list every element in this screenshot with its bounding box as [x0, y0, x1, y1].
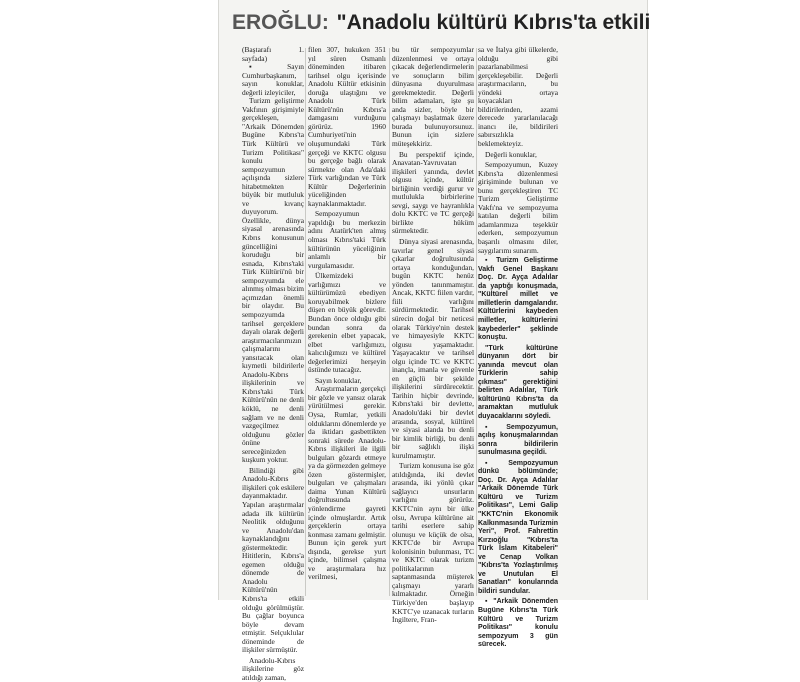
headline-title: "Anadolu kültürü Kıbrıs'ta etkili — [336, 11, 651, 34]
article-column-2 — [308, 46, 386, 598]
article-paragraph: Değerli konuklar, — [485, 149, 537, 159]
article-paragraph: Turizm geliştirme Vakfının girişimiyle gerçekleşen, "Arkaik Dönemden Bugüne Kıbrıs'ta Türk Kültürü ve Turizm Politikası" konulu sempozyumun açılışında sizlere hitabetmekten büyük bir mutluluk ve kıvanç duyuyorum. Özellikle, dünya siyasal arenasında Kıbrıs konusunun güncelliğini koruduğu bir esnada, Kıbrıs'taki Türk Kültürü'nü bir sempozyumda ele alınmış olması bizim açımızdan önemli bir olaydır. Bu sempozyumda tarihsel gerçeklere dayalı olarak değerli araştırmacılarımızın çalışmalarını yansıtacak olan kıymetli bildirilerle Anadolu-Kıbrıs ilişkilerinin ve Kıbrıs'taki Türk Kültürü'nün ne denli köklü, ne denli sağlam ve ne denli vazgeçilmez olduğunu gözler önüne sereceğinizden kuşkum yoktur. — [242, 96, 304, 465]
column-rule — [389, 48, 390, 596]
article-column-1 — [242, 45, 304, 682]
article-paragraph: Bu perspektif içinde, Anavatan-Yavruvatan ilişkileri yanında, devlet olgusu içinde, kültür birliğinin verdiği gurur ve mutlulukla birbirlerine sevgi, saygı ve hayranlıkla dolu KKTC ve TC gerçeği birlikte hüküm sürmektedir. — [392, 149, 474, 236]
article-paragraph: Dünya siyasi arenasında, tavırlar genel siyasi çıkarlar doğrultusunda ortaya konduğundan, bugün KKTC henüz yönden tanınmamıştır. Ancak, KKTC fiilen vardır, fiili varlığını sürdürmektedir. Tarihsel sürecin doğal bir neticesi olarak Türkiye'nin destek ve himayesiyle KKTC olgusu yaşamaktadır. Yaşayacaktır ve tarihsel olgu içinde TC ve KKTC inançla, imanla ve güvenle en güçlü bir şekilde ilişkilerini sürdürecektir. Tarihin hiçbir devrinde, Kıbrıs'taki bir devlette, Anadolu'daki bir devlet arasında, sosyal, kültürel ve siyasi alanda bu denli bir kimlik birliği, bu denli bir sağlıklı ilişki kurulmamıştır. — [392, 237, 474, 460]
article-paragraph: Sayın konuklar, — [315, 375, 362, 385]
article-paragraph: "Türk kültürüne dünyanın dört bir yanında mevcut olan Türklerin sahip çıkması" gerektiğini belirten Adalılar, Türk kültürünü Kıbrıs'ta da aramaktan mutluluk duyacaklarını söyledi. — [478, 344, 558, 420]
article-paragraph: ▪ "Arkaik Dönemden Bugüne Kıbrıs'ta Türk Kültürü ve Turizm Politikası" konulu sempozyum 3 gün sürecek. — [478, 598, 558, 649]
column-rule — [305, 48, 306, 596]
article-paragraph: filen 307, hukuken 351 yıl süren Osmanlı döneminden itibaren tarihsel olgu içerisinde Anadolu Kültür etkisinin doruğa ulaştığını ve Anadolu Türk Kültürü'nün Kıbrıs'a damgasını vurduğunu görürüz. 1960 Cumhuriyeti'nin oluşumundaki Türk gerçeği ve KKTC olgusu bu gerçeğe bağlı olarak sürmekte olan Ada'daki Türk varlığından ve Türk Kültür Değerlerinin yüceliğinden kaynaklanmaktadır. — [308, 45, 386, 208]
article-paragraph: Ülkemizdeki varlığımızı ve kültürümüzü ebediyen koruyabilmek bizlere düşen en büyük görevdir. Bundan önce olduğu gibi bundan sonra da gerekenin elbet yapacak, elbet varlığımızı, kalıcılığımızı ve kültürel değerlerimizi herşeyin üstünde tutacağız. — [308, 271, 386, 375]
article-paragraph: Anadolu-Kıbrıs ilişkilerine göz atıldığı zaman, — [242, 655, 304, 682]
article-paragraph: bu tür sempozyumlar düzenlenmesi ve ortaya çıkacak değerlendirmelerin ve sonuçların bilim dünyasına duyurulması gerekmektedir. Değerli bilim adamaları, işte şu anda sizler, böyle bir çalışmayı başlatmak üzere burada bulunuyorsunuz. Bunun için sizlere müteşekkiriz. — [392, 45, 474, 149]
article-paragraph: Turizm konusuna ise göz atıldığında, iki devlet arasında, iki yönlü çıkar sağlayıcı unsurların varlığını görürüz. KKTC'nin aynı bir ülke olsu, Avrupa kültürüne ait tarihi eserlere sahip olunuşu ve küçük de olsa, KKTC'de bir Avrupa kolonisinin bulunması, TC ve KKTC olarak turizm politikalarının saptanmasında müşterek çalışmayı yararlı kılmaktadır. Örneğin Türkiye'den başlayıp KKTC'ye uzanacak turların İngiltere, Fran- — [392, 461, 474, 625]
headline-kicker: EROĞLU: — [232, 11, 329, 34]
article-paragraph: ▪ Sempozyumun, açılış konuşmalarından sonra bildirilerin sunulmasına geçildi. — [478, 424, 558, 458]
article-paragraph: Bilindiği gibi Anadolu-Kıbrıs ilişkileri çok eskilere dayanmaktadır. Yapılan araştırmalar adada ilk kültürün Neolitik olduğunu ve Anadolu'dan kaynaklandığını göstermektedir. Hititlerin, Kıbrıs'a egemen olduğu dönemde de Anadolu Kültürü'nün Kıbrıs'ta etkili olduğu görülmüştür. Bu çağlar boyunca böyle devam etmiştir. Selçuklular döneminde de ilişkiler sürmüştür. — [242, 465, 304, 655]
article-paragraph: Sempozyumun, Kuzey Kıbrıs'ta düzenlenmesi girişiminde bulunan ve bunu gerçekleştiren TC Turizm Geliştirme Vakfı'na ve sempozyuma katılan değerli bilim adamlarımıza teşekkür ederken, sempozyumun başarılı olmasını diler, saygılarımı sunarım. — [478, 160, 558, 255]
article-paragraph: ▪ Sempozyumun dünkü bölümünde; Doç. Dr. Ayça Adalılar "Arkaik Dönemde Türk Kültürü ve Turizm Politikası", Lemi Galip "KKTC'nin Ekonomik Kalkınmasında Turizmin Yeri", Prof. Fahrettin Kırzıoğlu "Kıbrıs'ta Türk İslam Kitabeleri" ve Cenap Volkan "Kıbrıs'ta Yozlaştırılmış ve Unutulan El Sanatları" konularında bildiri sundular. — [478, 460, 558, 597]
article-column-4 — [478, 45, 558, 649]
headline — [232, 4, 651, 42]
article-paragraph: (Baştarafı 1. sayfada) — [242, 45, 304, 63]
article-paragraph: ▪ Sayın Cumhurbaşkanım, sayın konuklar, değerli izleyiciler, — [242, 63, 304, 97]
article-column-3 — [392, 45, 474, 625]
article-paragraph: Araştırmaların gerçekçi bir gözle ve yansız olarak yürütülmesi gerekir. Oysa, Rumlar, yetkili olduklarını dönemlerde ye da iktidarı gasbettikten sonraki sürede Anadolu-Kıbrıs ilişkileri ile ilgili bulguları gözardı etmeye ya da görmezden gelmeye özen göstermişler, bulguları ve çalışmaları daima Yunan Kültürü doğrultusunda yönlendirme gayreti içinde olmuşlardır. Artık gerçeklerin ortaya konması zamanı gelmiştir. Bunun için gerek yurt dışında, gerekse yurt içinde, bilimsel çalışma ve araştırmalara hız verilmesi, — [308, 384, 386, 582]
article-paragraph: Sempozyumun yapıldığı bu merkezin adını Atatürk'ten almış olması Kıbrıs'taki Türk kültürünün yüceliğinin anlamlı bir vurgulamasıdır. — [308, 209, 386, 270]
article-paragraph: sa ve İtalya gibi ülkelerde, olduğu gibi pazarlanabilmesi gerçekleşebilir. Değerli araştırmacıların, bu yöndeki ortaya koyacakları bildirilerinden, azami derecede yararlanılacağı inancı ile, bildirileri sabırsızlıkla beklemekteyiz. — [478, 45, 558, 149]
article-paragraph: ▪ Turizm Geliştirme Vakfı Genel Başkanı Doç. Dr. Ayça Adalılar da yaptığı konuşmada, "Kültürel millet ve milletlerin damgalarıdır. Kültürlerini kaybeden milletler, kültürlerini kaybederler" şeklinde konuştu. — [478, 257, 558, 342]
column-rule — [476, 48, 477, 596]
